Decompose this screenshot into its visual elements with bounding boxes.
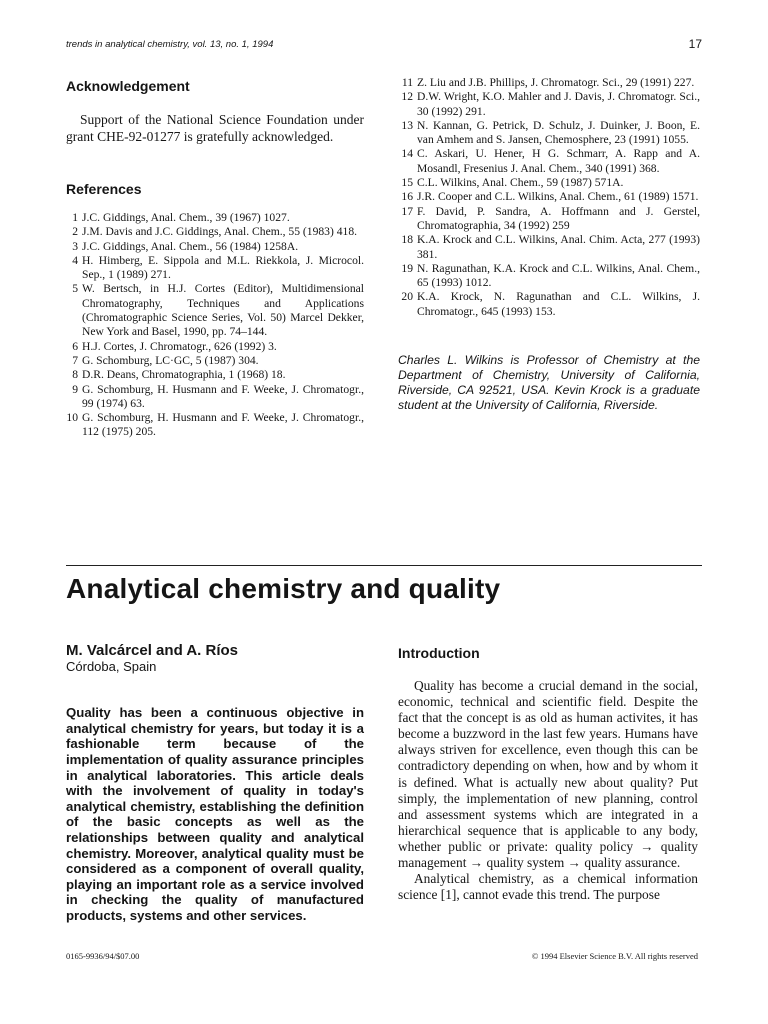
article-title: Analytical chemistry and quality bbox=[66, 573, 501, 604]
author-affiliation: Córdoba, Spain bbox=[66, 659, 157, 674]
article-authors: M. Valcárcel and A. Ríos bbox=[66, 642, 239, 659]
reference-item: 15 C.L. Wilkins, Anal. Chem., 59 (1987) 571A. bbox=[401, 176, 624, 190]
reference-item: 2 J.M. Davis and J.C. Giddings, Anal. Chem., 55 (1983) 418. bbox=[72, 225, 358, 239]
reference-item: 1 J.C. Giddings, Anal. Chem., 39 (1967) 1027. bbox=[72, 211, 290, 224]
paragraph: Analytical chemistry, as a chemical information science [1], cannot evade this trend. The purpose bbox=[398, 871, 698, 903]
reference-item: 14 C. Askari, U. Hener, H G. Schmarr, A. Rapp and A. Mosandl, Fresenius J. Anal. Chem., 340 (1991) 368. bbox=[401, 147, 700, 175]
acknowledgement-text: Support of the National Science Foundation under grant CHE-92-01277 is gratefully acknowledged. bbox=[66, 112, 364, 144]
reference-item: 17 F. David, P. Sandra, A. Hoffmann and J. Gerstel, Chromatographia, 34 (1992) 259 bbox=[401, 204, 700, 232]
right-column-top bbox=[398, 76, 700, 425]
reference-item: 19 N. Ragunathan, K.A. Krock and C.L. Wilkins, Anal. Chem., 65 (1993) 1012. bbox=[401, 261, 700, 290]
introduction-heading: Introduction bbox=[398, 645, 480, 661]
journal-citation: trends in analytical chemistry, vol. 13, no. 1, 1994 bbox=[66, 39, 274, 50]
reference-item: 13 N. Kannan, G. Petrick, D. Schulz, J. Duinker, J. Boon, E. van Amhem and S. Jansen, Chemosphere, 23 (1991) 1055. bbox=[401, 118, 700, 147]
reference-item: 6 H.J. Cortes, J. Chromatogr., 626 (1992) 3. bbox=[72, 339, 277, 353]
acknowledgement-heading: Acknowledgement bbox=[66, 78, 190, 94]
introduction-body bbox=[398, 678, 698, 903]
author-bio: Charles L. Wilkins is Professor of Chemistry at the Department of Chemistry, University of California, Riverside, CA 92521, USA. Kevin Krock is a graduate student at the University of California, Riverside. bbox=[398, 353, 700, 413]
reference-item: 9 G. Schomburg, H. Husmann and F. Weeke, J. Chromatogr., 99 (1974) 63. bbox=[72, 382, 364, 410]
footer-issn: 0165-9936/94/$07.00 bbox=[66, 951, 140, 961]
reference-item: 7 G. Schomburg, LC·GC, 5 (1987) 304. bbox=[72, 353, 259, 367]
paragraph: Quality has become a crucial demand in the social, economic, technical and scientific field. Despite the fact that the concept is as old as human activites, it has become a buzzword in the last few years. Humans have always striven for excellence, even though this can be contradictory depending on when, how and by whom it is defined. What is actually new about quality? Put simply, the implementation of new planning, control and assessment systems which are integrated in a hierarchical sequence that is applicable to any body, whether public or private: quality policy → quality management → quality system → quality assurance. bbox=[398, 678, 698, 871]
reference-item: 10 G. Schomburg, H. Husmann and F. Weeke, J. Chromatogr., 112 (1975) 205. bbox=[66, 411, 364, 439]
running-head bbox=[66, 39, 702, 55]
reference-item: 12 D.W. Wright, K.O. Mahler and J. Davis, J. Chromatogr. Sci., 30 (1992) 291. bbox=[401, 90, 700, 118]
reference-item: 8 D.R. Deans, Chromatographia, 1 (1968) 18. bbox=[72, 368, 286, 382]
reference-item: 5 W. Bertsch, in H.J. Cortes (Editor), Multidimensional Chromatography, Techniques and Applications (Chromatographic Science Series, Vol. 50) Marcel Dekker, New York and Basel, 1990, pp. 74–144. bbox=[72, 282, 364, 339]
left-column-top bbox=[66, 78, 364, 440]
reference-item: 4 H. Himberg, E. Sippola and M.L. Riekkola, J. Microcol. Sep., 1 (1989) 271. bbox=[72, 253, 364, 282]
reference-item: 16 J.R. Cooper and C.L. Wilkins, Anal. Chem., 61 (1989) 1571. bbox=[401, 190, 699, 204]
reference-list-right bbox=[398, 76, 700, 319]
reference-item: 11 Z. Liu and J.B. Phillips, J. Chromatogr. Sci., 29 (1991) 227. bbox=[401, 76, 695, 89]
reference-list-left bbox=[66, 211, 364, 440]
reference-item: 18 K.A. Krock and C.L. Wilkins, Anal. Chim. Acta, 277 (1993) 381. bbox=[401, 233, 700, 261]
section-divider bbox=[66, 565, 702, 566]
article-abstract: Quality has been a continuous objective in analytical chemistry for years, but today it is a fashionable term because of the implementation of quality assurance principles in analytical laboratories. This article deals with the involvement of quality in today's analytical chemistry, establishing the definition of the basic concepts as well as the relationships between quality and analytical chemistry. Moreover, analytical quality must be considered as a component of overall quality, playing an important role as a service involved in checking the quality of manufactured products, systems and other services. bbox=[66, 705, 364, 923]
footer-copyright: © 1994 Elsevier Science B.V. All rights reserved bbox=[531, 951, 698, 961]
reference-item: 3 J.C. Giddings, Anal. Chem., 56 (1984) 1258A. bbox=[72, 239, 299, 253]
references-heading: References bbox=[66, 181, 142, 197]
page-number: 17 bbox=[688, 37, 702, 51]
reference-item: 20 K.A. Krock, N. Ragunathan and C.L. Wilkins, J. Chromatogr., 645 (1993) 153. bbox=[401, 290, 700, 318]
